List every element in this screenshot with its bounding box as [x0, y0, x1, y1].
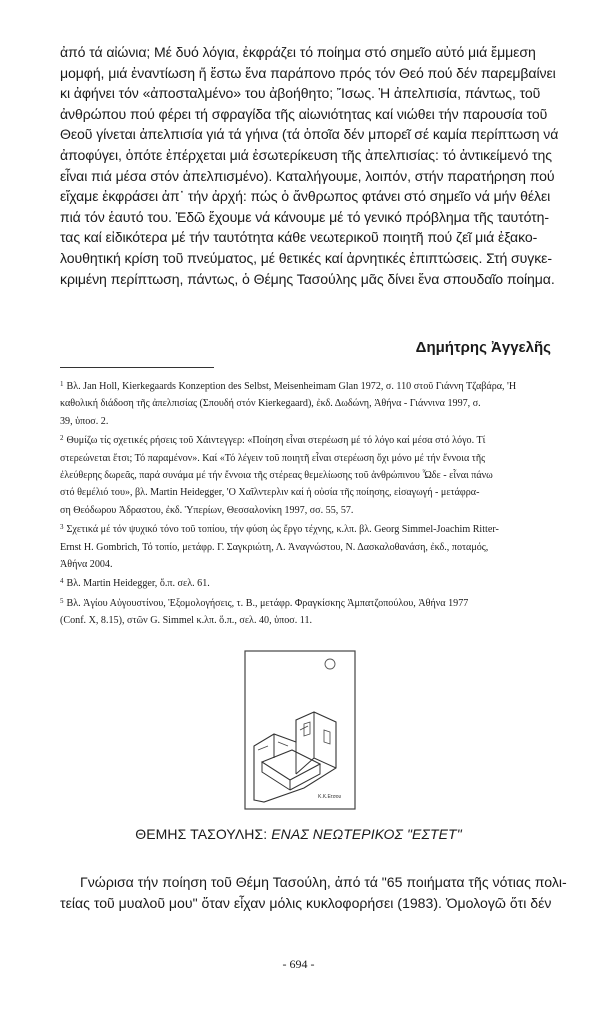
footnote-line [60, 573, 560, 592]
author-signature: Δημήτρης Ἀγγελῆς [415, 339, 551, 356]
footnote-line: ση Θεόδωρου Ἀδραστου, ἐκδ. Ὑπερίων, Θεσσαλονίκη 1997, σσ. 55, 57. [60, 504, 354, 516]
footnote-number: 5 [60, 596, 64, 605]
section-title-author: ΘΕΜΗΣ ΤΑΣΟΥΛΗΣ: [135, 826, 272, 842]
footnote-4 [60, 573, 560, 592]
footnote-3 [60, 519, 560, 573]
closing-line: Γνώρισα τήν ποίηση τοῦ Θέμη Τασούλη, ἀπό τά "65 ποιήματα τῆς νότιας πολι- [80, 874, 567, 890]
line-drawing-illustration [244, 650, 356, 810]
footnote-line: Ernst H. Gombrich, Τό τοπίο, μετάφρ. Γ. Σαγκριώτη, Λ. Ἀναγνώστου, Ν. Δασκαλοθανάση, ἐκδ., ποταμός, [60, 541, 489, 553]
footnote-divider [60, 367, 214, 368]
footnote-number: 1 [60, 380, 64, 388]
body-line: κριμένη περίπτωση, πάντως, ὁ Θέμης Τασούλης μᾶς δίνει ἕνα σπουδαῖο ποίημα. [60, 270, 555, 287]
footnote-line: στερεώνεται ἔτσι; Τό παραμένον». Καί «Τό λέγειν τοῦ ποιητῆ εἶναι στερέωση ὄχι μόνο μέ τήν ἔννοια τῆς [60, 452, 486, 464]
footnotes [60, 376, 560, 630]
body-line: τας καί εἰδικότερα μέ τήν ταυτότητα κάθε νεωτερικοῦ ποιητῆ πού ζεῖ μιά ἐξακο- [60, 229, 538, 246]
body-line: εἶναι πιά μέσα στόν ἀπελπισμένο). Καταλήγουμε, λοιπόν, στήν παρατήρηση πού [60, 167, 555, 184]
body-line: ἀπό τά αἰώνια; Μέ δυό λόγια, ἐκφράζει τό ποίημα στό σημεῖο αὐτό μιά ἔμμεση [60, 44, 536, 60]
footnote-line [60, 519, 560, 538]
closing-line: τείας τοῦ μυαλοῦ μου" ὅταν εἶχαν μόλις κυκλοφορήσει (1983). Ὁμολογῶ ὅτι δέν [60, 894, 552, 911]
footnote-text: Σχετικά μέ τόν ψυχικό τόνο τοῦ τοπίου, τήν φύση ὡς ἔργο τέχνης, κ.λπ. βλ. Georg Simmel-Joachim Ritter- [66, 524, 499, 536]
footnote-line: 39, ὑποσ. 2. [60, 415, 109, 427]
body-line: πιά τόν ἑαυτό του. Ἐδῶ ἔχουμε νά κάνουμε μέ τό γενικό πρόβλημα τῆς ταυτότη- [60, 208, 549, 225]
essay-body [60, 42, 559, 289]
artist-signature: Κ.Κ.Ετσου [318, 794, 342, 800]
footnote-1 [60, 376, 560, 430]
page-number: - 694 - [282, 957, 315, 971]
body-line: εἴχαμε ἐκφράσει ἀπ᾿ τήν ἀρχή: πώς ὁ ἄνθρωπος φτάνει στό σημεῖο νά μήν θέλει [60, 188, 551, 205]
footnote-2 [60, 430, 560, 519]
footnote-line: στό θεμέλιό του», βλ. Martin Heidegger, 'Ο Χαῖλντερλιν καί ἡ οὐσία τῆς ποίησης, εἰσαγωγή - μετάφρα- [60, 487, 480, 499]
footnote-line [60, 376, 560, 395]
body-line: ἀποφύγει, ὁπότε ἐπέρχεται μιά ἐσωτερίκευση τῆς ἀπελπισίας: τό ἀντικείμενό της [60, 146, 552, 163]
body-line: μομφή, μιά ἐναντίωση ἤ ἔστω ἕνα παράπονο πρός τόν Θεό πού δέν παρεμβαίνει [60, 64, 556, 81]
footnote-text: Βλ. Jan Holl, Kierkegaards Konzeption des Selbst, Meisenheimam Glan 1972, σ. 110 στοῦ Γιάννη Τζαβάρα, 'Η [66, 381, 517, 392]
footnote-number: 3 [60, 523, 64, 532]
section-title [0, 826, 597, 842]
footnote-number: 2 [60, 434, 64, 443]
footnote-line [60, 593, 560, 612]
footnote-text: Θυμίζω τίς σχετικές ρήσεις τοῦ Χάιντεγγερ: «Ποίηση εἶναι στερέωση μέ τό λόγο καί μέσα στό λόγο. Τί [66, 435, 486, 447]
footnote-line: καθολική διάδοση τῆς ἀπελπισίας (Σπουδή στόν Kierkegaard), ἐκδ. Δωδώνη, Ἀθήνα - Γιάννινα 1997, σ. [60, 398, 481, 410]
footnote-line [60, 430, 560, 449]
body-line: λουθητική κρίση τοῦ πνεύματος, μέ θετικές καί ἀρνητικές ἐπιπτώσεις. Στή συγκε- [60, 249, 552, 266]
body-line: ἀνθρώπου πού φέρει τή σφραγίδα τῆς αἰωνιότητας καί νιώθει τήν παρουσία τοῦ [60, 105, 548, 122]
closing-paragraph [60, 872, 567, 913]
footnote-text: Βλ. Ἁγίου Αὐγουστίνου, Ἐξομολογήσεις, τ. Β., μετάφρ. Φραγκίσκης Ἀμπατζοπούλου, Ἀθήνα 1977 [66, 597, 469, 609]
footnote-line: Ἀθήνα 2004. [60, 559, 113, 571]
footnote-number: 4 [60, 577, 64, 586]
footnote-5 [60, 593, 560, 630]
footnote-line: ἐλεύθερης δωρεᾶς, παρά συνάμα μέ τήν ἔννοια τῆς στέρεας θεμελίωσης τοῦ ἀνθρώπινου Ὦδε - εἶναι πάνω [60, 470, 493, 482]
footnote-text: Βλ. Martin Heidegger, ὅ.π. σελ. 61. [66, 578, 210, 590]
body-line: Θεοῦ γίνεται ἀπελπισία γιά τά γήινα (τά ὁποῖα δέν μπορεῖ σέ καμία περίπτωση νά [60, 126, 559, 143]
building-sketch [244, 650, 356, 810]
body-line: κι ἀφήνει τόν «ἀποσταλμένο» του ἀβοήθητο; Ἴσως. Ἡ ἀπελπισία, πάντως, τοῦ [60, 85, 541, 102]
body-paragraph [60, 42, 559, 289]
footnote-line: (Conf. X, 8.15), στῶν G. Simmel κ.λπ. ὅ.π., σελ. 40, ὑποσ. 11. [60, 615, 313, 627]
section-title-italic: ΕΝΑΣ ΝΕΩΤΕΡΙΚΟΣ "ΕΣΤΕΤ" [271, 826, 462, 842]
